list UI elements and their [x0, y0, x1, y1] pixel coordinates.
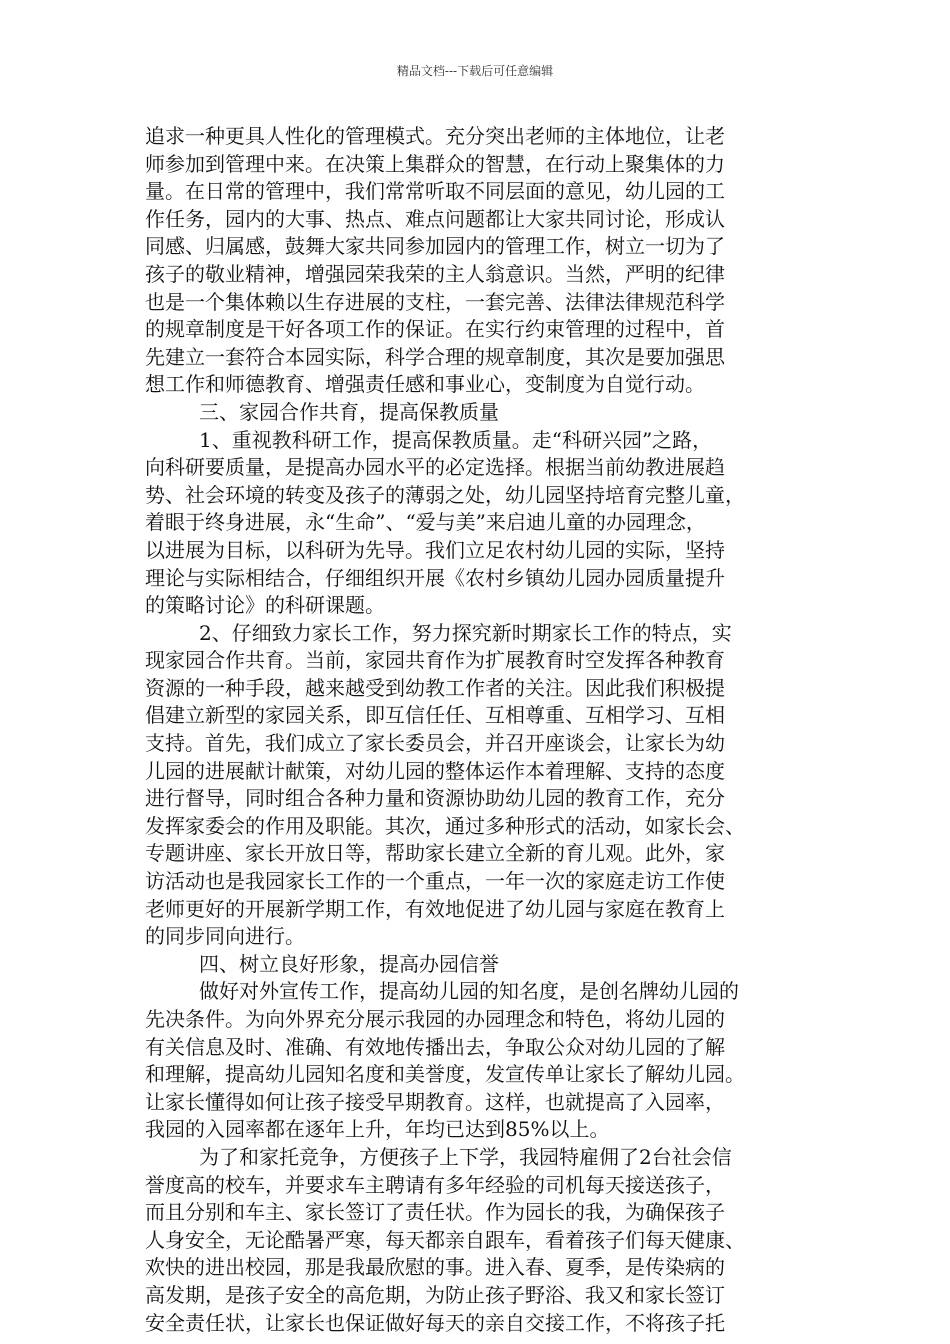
text-line: 2、仔细致力家长工作，努力探究新时期家长工作的特点，实 [199, 620, 732, 645]
text-line: 而且分别和车主、家长签订了责任状。作为园长的我，为确保孩子 [145, 1200, 725, 1225]
text-line: 的规章制度是干好各项工作的保证。在实行约束管理的过程中，首 [145, 317, 725, 342]
text-line: 1、重视教科研工作，提高保教质量。走“科研兴园”之路， [199, 427, 713, 452]
page-header: 精品文档---下载后可任意编辑 [396, 64, 554, 78]
text-line: 孩子的敬业精神，增强园荣我荣的主人翁意识。当然，严明的纪律 [145, 261, 725, 286]
text-line: 势、社会环境的转变及孩子的薄弱之处，幼儿园坚持培育完整儿童， [145, 482, 745, 507]
text-line: 的策略讨论》的科研课题。 [145, 593, 385, 618]
text-line: 着眼于终身进展，永“生命”、“爱与美”来启迪儿童的办园理念， [145, 510, 706, 535]
text-line: 作任务，园内的大事、热点、难点问题都让大家共同讨论，形成认 [145, 206, 725, 231]
text-line: 想工作和师德教育、增强责任感和事业心，变制度为自觉行动。 [145, 372, 705, 397]
text-line: 人身安全，无论酷暑严寒，每天都亲自跟车，看着孩子们每天健康、 [145, 1227, 745, 1252]
document-body [145, 123, 805, 1337]
text-line: 进行督导，同时组合各种力量和资源协助幼儿园的教育工作，充分 [145, 786, 725, 811]
text-line: 量。在日常的管理中，我们常常听取不同层面的意见，幼儿园的工 [145, 179, 725, 204]
text-line: 访活动也是我园家长工作的一个重点，一年一次的家庭走访工作使 [145, 869, 725, 894]
text-line: 同感、归属感，鼓舞大家共同参加园内的管理工作，树立一切为了 [145, 234, 725, 259]
text-line: 老师更好的开展新学期工作，有效地促进了幼儿园与家庭在教育上 [145, 896, 725, 921]
text-line: 先决条件。为向外界充分展示我园的办园理念和特色，将幼儿园的 [145, 1007, 725, 1031]
text-line: 高发期，是孩子安全的高危期，为防止孩子野浴、我又和家长签订 [145, 1282, 725, 1307]
text-line: 理论与实际相结合，仔细组织开展《农村乡镇幼儿园办园质量提升 [145, 565, 725, 590]
text-line: 以进展为目标，以科研为先导。我们立足农村幼儿园的实际，坚持 [145, 537, 725, 562]
text-line: 儿园的进展献计献策，对幼儿园的整体运作本着理解、支持的态度 [145, 758, 725, 783]
text-line: 向科研要质量，是提高办园水平的必定选择。根据当前幼教进展趋 [145, 455, 725, 480]
section-heading: 三、家园合作共育，提高保教质量 [199, 399, 499, 424]
text-line: 倡建立新型的家园关系，即互信任任、互相尊重、互相学习、互相 [145, 703, 725, 728]
text-line: 安全责任状，让家长也保证做好每天的亲自交接工作，不将孩子托 [145, 1310, 725, 1335]
text-line: 让家长懂得如何让孩子接受早期教育。这样，也就提高了入园率， [145, 1089, 725, 1114]
text-line: 资源的一种手段，越来越受到幼教工作者的关注。因此我们积极提 [145, 675, 725, 700]
text-line: 先建立一套符合本园实际，科学合理的规章制度，其次是要加强思 [145, 344, 725, 369]
section-heading: 四、树立良好形象，提高办园信誉 [199, 951, 499, 976]
text-line: 专题讲座、家长开放日等，帮助家长建立全新的育儿观。此外，家 [145, 841, 725, 866]
text-line: 为了和家托竞争，方便孩子上下学，我园特雇佣了2台社会信 [199, 1144, 732, 1169]
text-line: 和理解，提高幼儿园知名度和美誉度，发宣传单让家长了解幼儿园。 [145, 1062, 745, 1087]
text-line: 师参加到管理中来。在决策上集群众的智慧，在行动上聚集体的力 [145, 151, 725, 176]
text-line: 欢快的进出校园，那是我最欣慰的事。进入春、夏季，是传染病的 [145, 1255, 725, 1280]
text-line: 支持。首先，我们成立了家长委员会，并召开座谈会，让家长为幼 [145, 731, 725, 756]
text-line: 发挥家委会的作用及职能。其次，通过多种形式的活动，如家长会、 [145, 813, 745, 838]
text-line: 做好对外宣传工作，提高幼儿园的知名度，是创名牌幼儿园的 [199, 979, 739, 1004]
text-line: 有关信息及时、准确、有效地传播出去，争取公众对幼儿园的了解 [145, 1034, 725, 1059]
text-line: 我园的入园率都在逐年上升，年均已达到85%以上。 [145, 1117, 610, 1142]
text-line: 誉度高的校车，并要求车主聘请有多年经验的司机每天接送孩子， [145, 1172, 725, 1197]
text-line: 也是一个集体赖以生存进展的支柱，一套完善、法律法律规范科学 [145, 289, 725, 314]
text-line: 的同步同向进行。 [145, 924, 305, 949]
text-line: 现家园合作共育。当前，家园共育作为扩展教育时空发挥各种教育 [145, 648, 725, 673]
text-line: 追求一种更具人性化的管理模式。充分突出老师的主体地位，让老 [145, 124, 725, 148]
